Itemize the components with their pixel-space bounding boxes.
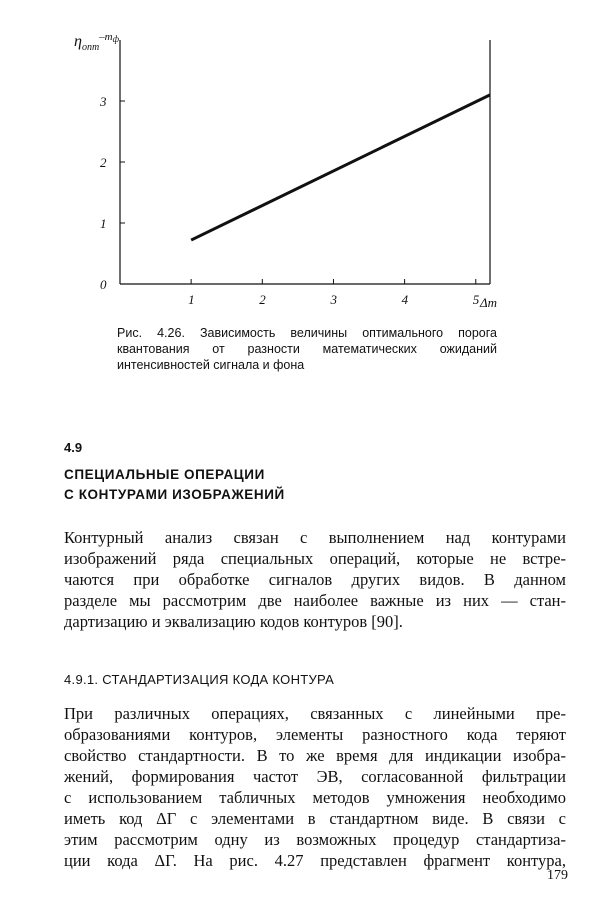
x-tick-label: 5 [472,292,480,307]
y-tick-label: 1 [100,216,107,231]
text-line: изображений ряда специальных операций, которые не встре- [64,549,566,568]
threshold-chart [60,20,520,320]
subsection-title: 4.9.1. СТАНДАРТИЗАЦИЯ КОДА КОНТУРА [64,672,335,687]
y-axis-label-eta: η [74,33,82,50]
text-line: дартизацию и эквализацию кодов контуров [90]. [64,612,403,631]
section-title-line: СПЕЦИАЛЬНЫЕ ОПЕРАЦИИ [64,467,265,482]
x-axis-label: Δm [480,295,498,310]
y-tick-label: 0 [100,277,107,292]
caption-line: Рис. 4.26. Зависимость величины оптимального порога [117,326,497,340]
text-line: Контурный анализ связан с выполнением над контурами [64,528,566,547]
text-line: свойство стандартности. В то же время для индикации изобра- [64,746,566,765]
text-line: жений, формирования частот ЭВ, согласованной фильтрации [64,767,566,786]
y-axis-label-m: m [104,31,113,43]
text-line: образованиями контуров, элементы разностного кода теряют [64,725,566,744]
text-line: чаются при обработке сигналов других видов. В данном [64,570,566,589]
x-tick-label: 1 [188,292,195,307]
paragraph-1 [64,527,566,632]
y-tick-label: 3 [100,94,107,109]
text-line: с использованием табличных методов умножения необходимо [64,788,566,807]
caption-line: квантования от разности математических ожиданий [117,342,497,356]
text-line: этим рассмотрим одну из возможных процедур стандартиза- [64,830,566,849]
y-axis-label-sub: опт [81,42,100,53]
x-tick-label: 2 [259,292,266,307]
text-line: ции кода ΔΓ. На рис. 4.27 представлен фрагмент контура, [64,851,566,870]
text-line: иметь код ΔΓ с элементами в стандартном виде. В связи с [64,809,566,828]
text-line: При различных операциях, связанных с линейными пре- [64,704,566,723]
y-axis-label-minus: – [99,31,105,43]
figure-caption [117,325,497,373]
section-title [64,465,364,505]
x-tick-label: 3 [330,292,337,307]
x-tick-label: 4 [401,292,409,307]
y-axis-label [74,31,120,53]
text-line: разделе мы рассмотрим две наиболее важные из них — стан- [64,591,566,610]
y-tick-label: 2 [100,155,107,170]
section-title-line: С КОНТУРАМИ ИЗОБРАЖЕНИЙ [64,487,285,502]
y-axis-label-msub: ф [112,34,120,44]
paragraph-2 [64,703,566,871]
page-number: 179 [547,868,568,883]
section-number: 4.9 [64,440,83,455]
series-line [191,95,490,240]
caption-line: интенсивностей сигнала и фона [117,358,305,372]
